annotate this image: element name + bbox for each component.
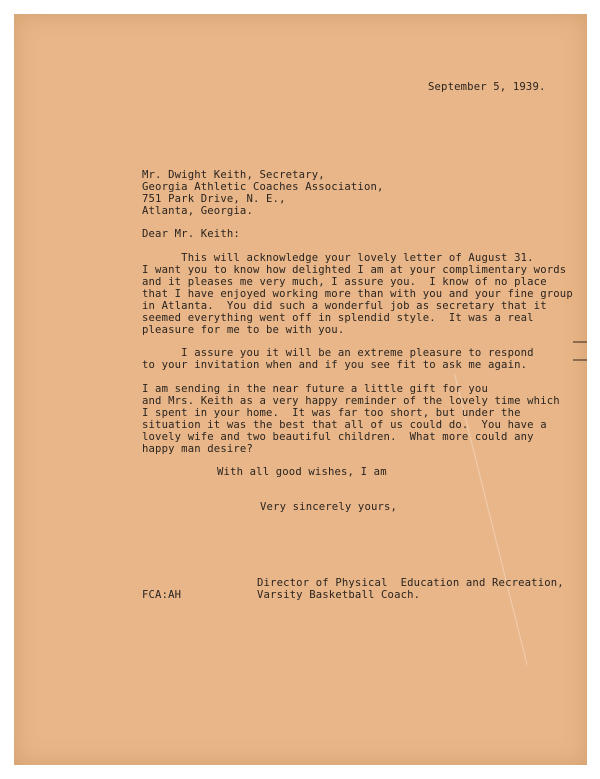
signer-title: Director of Physical Education and Recreation,	[257, 577, 564, 589]
letter-page	[14, 14, 587, 765]
salutation: Dear Mr. Keith:	[142, 228, 240, 240]
body-line: pleasure for me to be with you.	[142, 324, 345, 336]
recipient-line: Mr. Dwight Keith, Secretary,	[142, 169, 325, 181]
body-line: and Mrs. Keith as a very happy reminder of the lovely time which	[142, 395, 560, 407]
body-line: lovely wife and two beautiful children. What more could any	[142, 431, 534, 443]
edge-mark	[573, 341, 587, 343]
body-line: I am sending in the near future a little gift for you	[142, 383, 488, 395]
recipient-line: 751 Park Drive, N. E.,	[142, 193, 286, 205]
edge-mark	[573, 359, 587, 361]
body-line: happy man desire?	[142, 443, 253, 455]
body-line: This will acknowledge your lovely letter of August 31.	[142, 252, 534, 264]
body-line: to your invitation when and if you see fit to ask me again.	[142, 359, 528, 371]
body-line: I assure you it will be an extreme pleasure to respond	[142, 347, 534, 359]
body-line: and it pleases me very much, I assure you. I know of no place	[142, 276, 547, 288]
body-line: I spent in your home. It was far too short, but under the	[142, 407, 521, 419]
body-line: that I have enjoyed working more than with you and your fine group	[142, 288, 573, 300]
reference-initials: FCA:AH	[142, 589, 182, 601]
body-line: situation it was the best that all of us could do. You have a	[142, 419, 547, 431]
body-line: in Atlanta. You did such a wonderful job as secretary that it	[142, 300, 547, 312]
recipient-line: Atlanta, Georgia.	[142, 205, 253, 217]
body-line: I want you to know how delighted I am at your complimentary words	[142, 264, 567, 276]
complimentary-close: Very sincerely yours,	[260, 501, 398, 513]
body-line: seemed everything went off in splendid style. It was a real	[142, 312, 534, 324]
letter-date: September 5, 1939.	[428, 81, 546, 93]
recipient-line: Georgia Athletic Coaches Association,	[142, 181, 384, 193]
closing-wish: With all good wishes, I am	[217, 466, 387, 478]
signer-title: Varsity Basketball Coach.	[257, 589, 421, 601]
